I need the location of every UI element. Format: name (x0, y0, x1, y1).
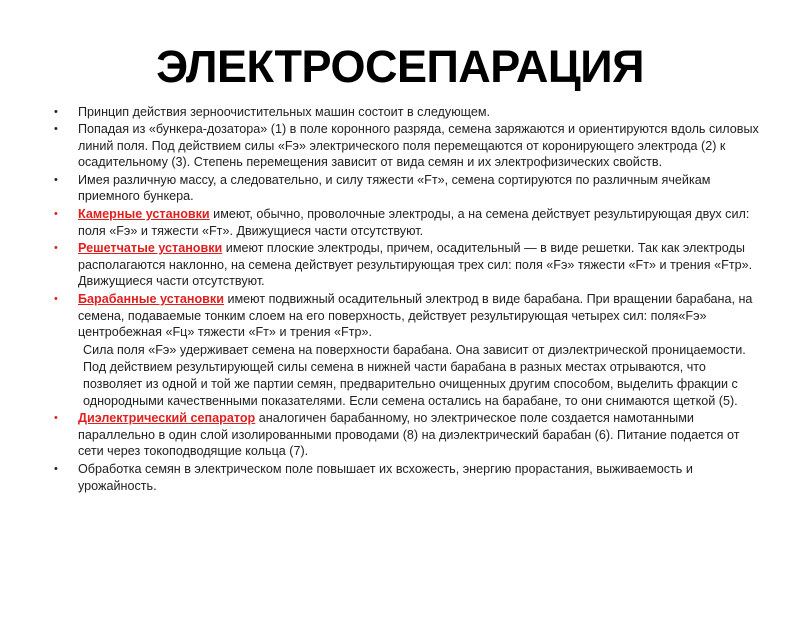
list-item (40, 206, 762, 239)
list-item (40, 461, 762, 494)
paragraph-text: Сила поля «Fэ» удерживает семена на поверхности барабана. Она зависит от диэлектрической проницаемости. (83, 342, 746, 357)
continuation-paragraph (40, 359, 762, 409)
list-item-rest: аналогичен барабанному, но электрическое поле создается намотанными параллельно в один слой изолированными проводами (8) на диэлектрический барабан (6). Питание подается от сети через токоподводящие кольца (7). (78, 411, 740, 459)
list-item-text (78, 291, 762, 341)
list-item (40, 410, 762, 460)
list-item (40, 121, 762, 171)
bullet-icon: • (54, 105, 58, 118)
list-item (40, 104, 762, 121)
list-item-text: Имея различную массу, а следовательно, и силу тяжести «Fт», семена сортируются по различным ячейкам приемного бункера. (78, 172, 711, 204)
bullet-icon: • (54, 173, 58, 186)
list-item-text (78, 240, 762, 290)
bullet-icon: • (54, 242, 58, 255)
list-item (40, 240, 762, 290)
list-item-rest: имеют подвижный осадительный электрод в виде барабана. При вращении барабана, на семена, подаваемые тонким слоем на его поверхность, действует результирующая четырех сил: поля«Fэ» центробежная «Fц» тяжести «Fт» и трения «Fтр». (78, 292, 753, 340)
list-item-lead: Камерные установки (78, 207, 210, 222)
list-item-text: Попадая из «бункера-дозатора» (1) в поле коронного разряда, семена заряжаются и ориентируются вдоль силовых линий поля. Под действием силы «Fэ» электрического поля перемещаются от коронирующего электрода (2) к осадительному (3). Степень перемещения зависит от вида семян и их электрофизических свойств. (78, 122, 759, 170)
list-item-text: Принцип действия зерноочистительных машин состоит в следующем. (78, 104, 491, 119)
list-item-lead: Диэлектрический сепаратор (78, 411, 256, 426)
list-item-text (78, 410, 762, 460)
paragraph-text: Под действием результирующей силы семена в нижней части барабана в разных местах отрываются, что позволяет из одной и той же партии семян, предварительно очищенных другим способом, выделить фракции с однородными качественными показателями. Если семена остались на барабане, то они снимаются щеткой (5). (83, 360, 738, 408)
slide-body (0, 104, 800, 495)
bullet-icon: • (54, 293, 58, 306)
continuation-paragraph (40, 342, 762, 359)
list-item-text: Обработка семян в электрическом поле повышает их всхожесть, энергию прорастания, выживаемость и урожайность. (78, 461, 693, 493)
list-item (40, 291, 762, 341)
slide-title: ЭЛЕКТРОСЕПАРАЦИЯ (156, 41, 644, 92)
list-item-rest: имеют, обычно, проволочные электроды, а на семена действует результирующая двух сил: поля «Fэ» и тяжести «Fт». Движущиеся части отсутствуют. (78, 207, 750, 238)
bullet-icon: • (54, 412, 58, 425)
list-item (40, 172, 762, 205)
bullet-icon: • (54, 208, 58, 221)
bullet-icon: • (54, 123, 58, 136)
bullet-icon: • (54, 462, 58, 475)
list-item-rest: имеют плоские электроды, причем, осадительный — в виде решетки. Так как электроды располагаются наклонно, на семена действует результирующая трех сил: поля «Fэ» тяжести «Fт» и трения «Fтр». Движущиеся части отсутствуют. (78, 241, 753, 289)
presentation-slide (0, 42, 800, 642)
list-item-lead: Барабанные установки (78, 292, 224, 307)
list-item-lead: Решетчатые установки (78, 241, 223, 256)
list-item-text (78, 206, 762, 239)
